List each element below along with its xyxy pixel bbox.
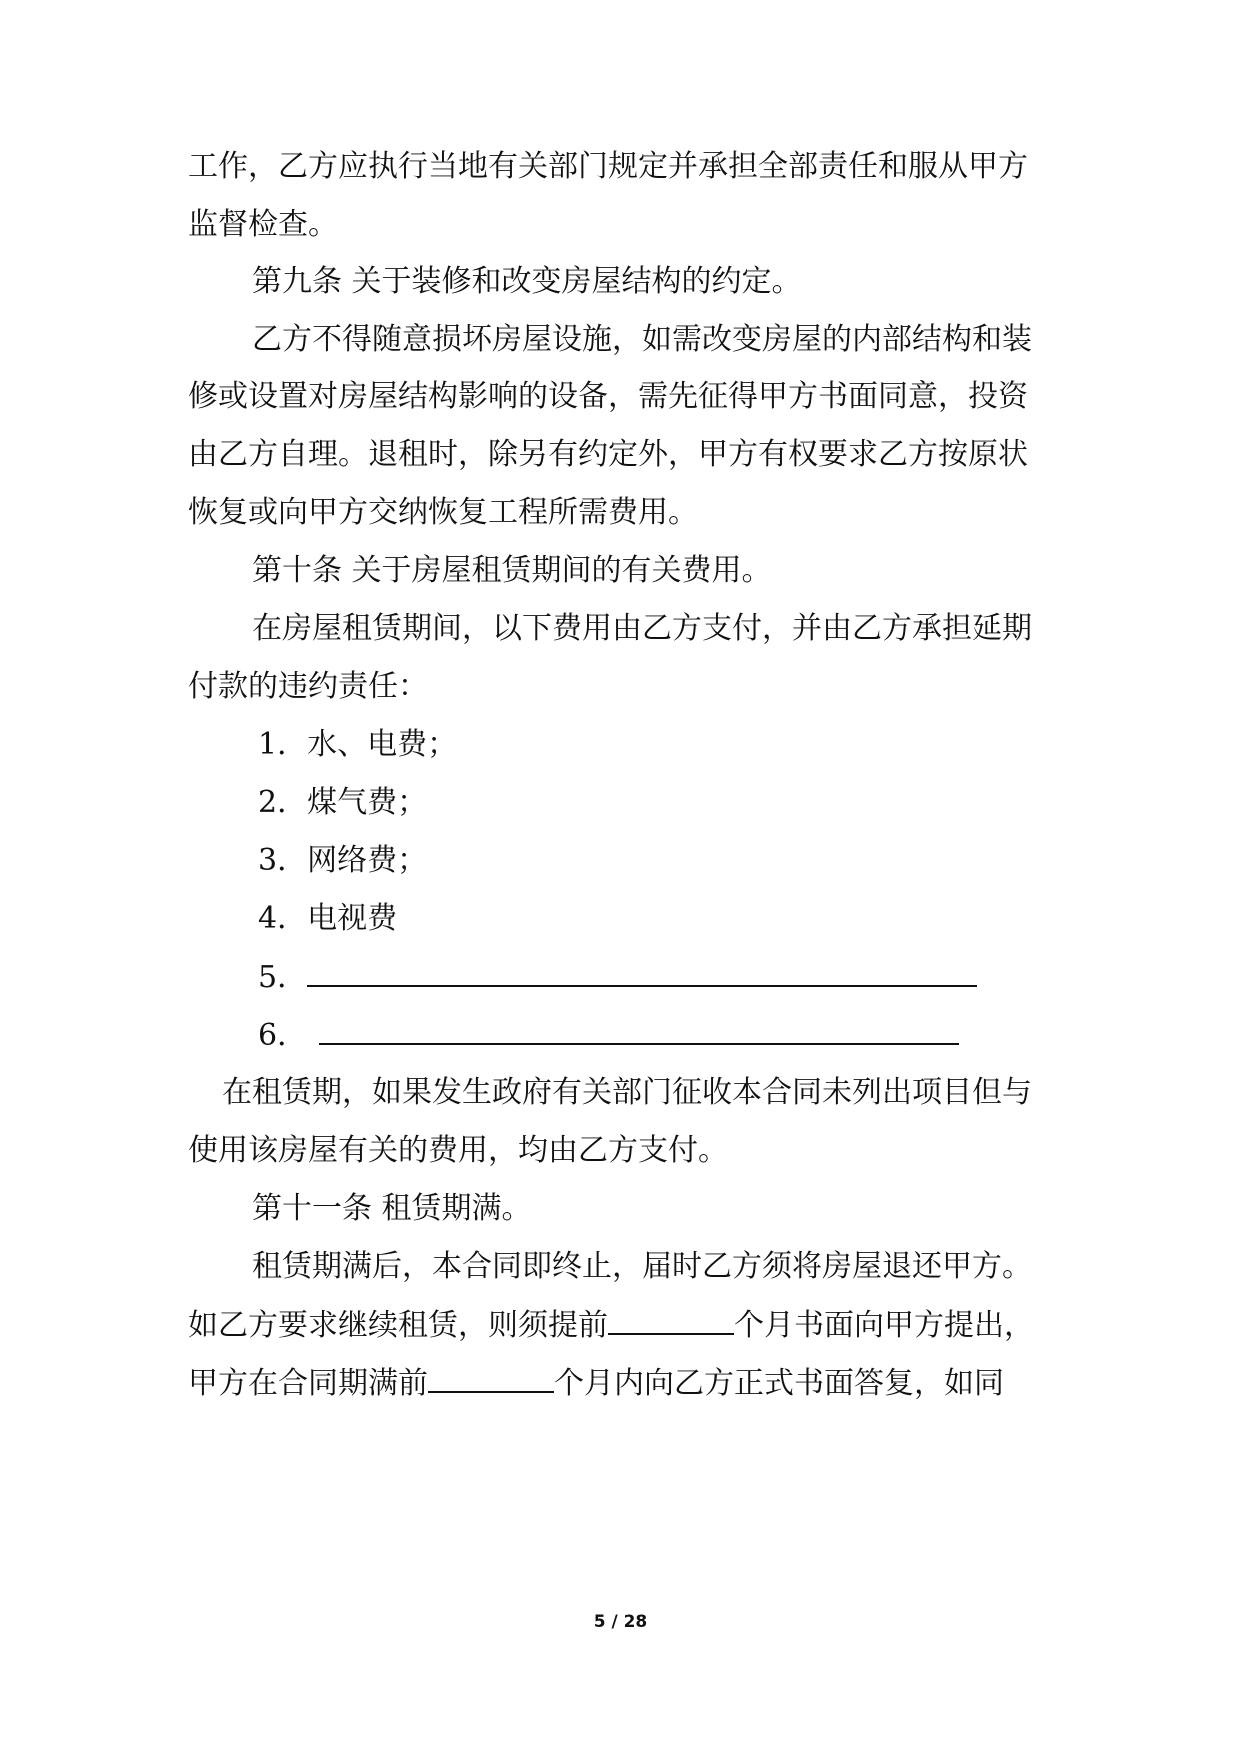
blank-fill-line[interactable]	[428, 1363, 554, 1393]
paragraph-line: 使用该房屋有关的费用，均由乙方支付。	[188, 1133, 728, 1168]
paragraph-line: 乙方不得随意损坏房屋设施，如需改变房屋的内部结构和装	[252, 322, 1032, 357]
fee-list-item	[258, 1015, 1128, 1056]
blank-fill-line[interactable]	[319, 1015, 959, 1045]
paragraph-line: 付款的违约责任：	[188, 669, 428, 704]
paragraph-line: 在租赁期，如果发生政府有关部门征收本合同未列出项目但与	[222, 1075, 1032, 1110]
text-segment: 甲方在合同期满前	[188, 1366, 428, 1401]
text-segment: 个月内向乙方正式书面答复，如同	[554, 1366, 1004, 1401]
fee-list-item: 4．电视费	[258, 901, 398, 936]
fee-list-item: 2．煤气费；	[258, 785, 428, 820]
paragraph-line: 工作，乙方应执行当地有关部门规定并承担全部责任和服从甲方	[188, 149, 1028, 184]
blank-fill-line[interactable]	[608, 1305, 734, 1335]
text-segment: 个月书面向甲方提出，	[734, 1308, 1034, 1343]
fee-list-item-number: 5．	[258, 960, 308, 995]
fee-list-item: 1．水、电费；	[258, 727, 458, 762]
paragraph-line: 监督检查。	[188, 207, 338, 242]
paragraph-line	[188, 1305, 1058, 1346]
article-9-heading: 第九条 关于装修和改变房屋结构的约定。	[252, 264, 802, 299]
article-11-heading: 第十一条 租赁期满。	[252, 1191, 532, 1226]
paragraph-line: 恢复或向甲方交纳恢复工程所需费用。	[188, 495, 698, 530]
paragraph-line: 在房屋租赁期间，以下费用由乙方支付，并由乙方承担延期	[252, 611, 1032, 646]
text-segment: 如乙方要求继续租赁，则须提前	[188, 1308, 608, 1343]
paragraph-line: 由乙方自理。退租时，除另有约定外，甲方有权要求乙方按原状	[188, 437, 1028, 472]
fee-list-item	[258, 957, 1128, 998]
blank-fill-line[interactable]	[307, 957, 977, 987]
article-10-heading: 第十条 关于房屋租赁期间的有关费用。	[252, 553, 772, 588]
fee-list-item: 3．网络费；	[258, 843, 428, 878]
fee-list-item-number: 6．	[258, 1018, 308, 1053]
paragraph-line: 修或设置对房屋结构影响的设备，需先征得甲方书面同意，投资	[188, 379, 1028, 414]
page-number: 5 / 28	[593, 1612, 648, 1632]
paragraph-line	[188, 1363, 1058, 1404]
paragraph-line: 租赁期满后，本合同即终止，届时乙方须将房屋退还甲方。	[252, 1249, 1032, 1284]
